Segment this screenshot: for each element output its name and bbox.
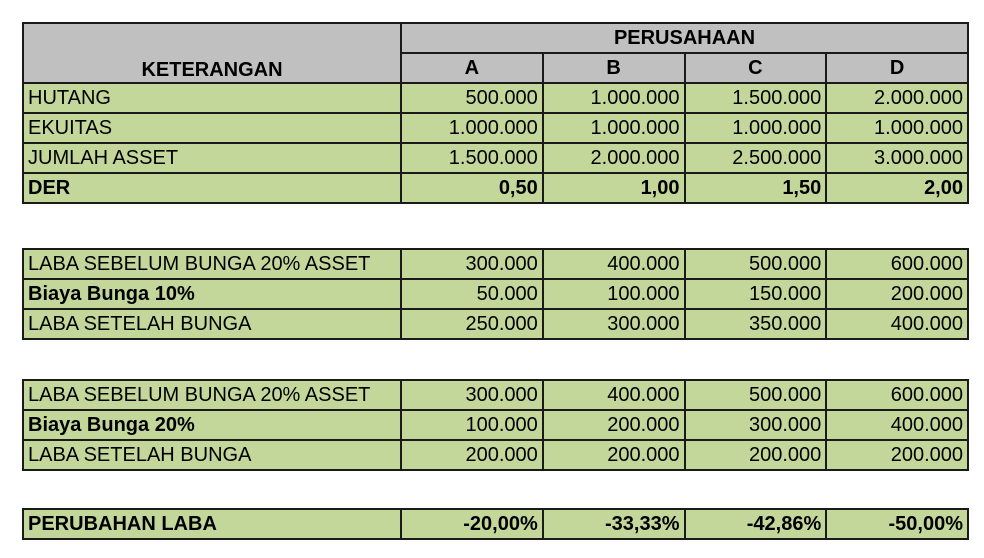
cell-value: 200.000	[826, 440, 968, 470]
cell-value: 350.000	[685, 309, 827, 339]
row-label: JUMLAH ASSET	[23, 143, 401, 173]
table-row	[23, 309, 968, 339]
table-row	[23, 440, 968, 470]
table-row	[23, 249, 968, 279]
cell-value: 500.000	[685, 249, 827, 279]
cell-value: 300.000	[685, 410, 827, 440]
cell-value: -20,00%	[401, 509, 543, 539]
cell-value: 200.000	[685, 440, 827, 470]
row-label: EKUITAS	[23, 113, 401, 143]
cell-value: 1.500.000	[401, 143, 543, 173]
cell-value: 100.000	[401, 410, 543, 440]
row-label: Biaya Bunga 10%	[23, 279, 401, 309]
table-row	[23, 173, 968, 203]
table-row	[23, 113, 968, 143]
row-label: HUTANG	[23, 83, 401, 113]
row-label: LABA SEBELUM BUNGA 20% ASSET	[23, 380, 401, 410]
table-row	[23, 279, 968, 309]
cell-value: 2.500.000	[685, 143, 827, 173]
cell-value: 2.000.000	[826, 83, 968, 113]
cell-value: 1.000.000	[826, 113, 968, 143]
cell-value: 2.000.000	[543, 143, 685, 173]
cell-value: 2,00	[826, 173, 968, 203]
row-label: LABA SEBELUM BUNGA 20% ASSET	[23, 249, 401, 279]
table-row	[23, 83, 968, 113]
cell-value: 1.000.000	[685, 113, 827, 143]
interest-10-table	[22, 248, 969, 340]
cell-value: 1.000.000	[401, 113, 543, 143]
cell-value: -42,86%	[685, 509, 827, 539]
header-company-a: A	[401, 53, 543, 83]
header-company-d: D	[826, 53, 968, 83]
row-label: LABA SETELAH BUNGA	[23, 309, 401, 339]
cell-value: 1.500.000	[685, 83, 827, 113]
profit-change-table	[22, 508, 969, 540]
cell-value: 1.000.000	[543, 113, 685, 143]
table-row	[23, 509, 968, 539]
row-label: PERUBAHAN LABA	[23, 509, 401, 539]
row-label: Biaya Bunga 20%	[23, 410, 401, 440]
cell-value: -50,00%	[826, 509, 968, 539]
interest-20-table	[22, 379, 969, 471]
cell-value: 600.000	[826, 380, 968, 410]
row-label: DER	[23, 173, 401, 203]
row-label: LABA SETELAH BUNGA	[23, 440, 401, 470]
table-row	[23, 410, 968, 440]
cell-value: 400.000	[826, 309, 968, 339]
cell-value: 150.000	[685, 279, 827, 309]
der-table	[22, 22, 969, 204]
header-keterangan: KETERANGAN	[23, 23, 401, 83]
table-row	[23, 143, 968, 173]
table-row	[23, 380, 968, 410]
cell-value: 400.000	[543, 380, 685, 410]
header-company-b: B	[543, 53, 685, 83]
cell-value: 1,50	[685, 173, 827, 203]
cell-value: 200.000	[543, 440, 685, 470]
cell-value: 300.000	[543, 309, 685, 339]
cell-value: 600.000	[826, 249, 968, 279]
cell-value: 200.000	[401, 440, 543, 470]
cell-value: 100.000	[543, 279, 685, 309]
header-company-c: C	[685, 53, 827, 83]
cell-value: 500.000	[401, 83, 543, 113]
cell-value: 50.000	[401, 279, 543, 309]
cell-value: 400.000	[543, 249, 685, 279]
cell-value: -33,33%	[543, 509, 685, 539]
cell-value: 1.000.000	[543, 83, 685, 113]
cell-value: 400.000	[826, 410, 968, 440]
cell-value: 300.000	[401, 249, 543, 279]
cell-value: 0,50	[401, 173, 543, 203]
cell-value: 500.000	[685, 380, 827, 410]
header-perusahaan: PERUSAHAAN	[401, 23, 968, 53]
cell-value: 1,00	[543, 173, 685, 203]
cell-value: 300.000	[401, 380, 543, 410]
cell-value: 200.000	[543, 410, 685, 440]
cell-value: 3.000.000	[826, 143, 968, 173]
cell-value: 250.000	[401, 309, 543, 339]
cell-value: 200.000	[826, 279, 968, 309]
